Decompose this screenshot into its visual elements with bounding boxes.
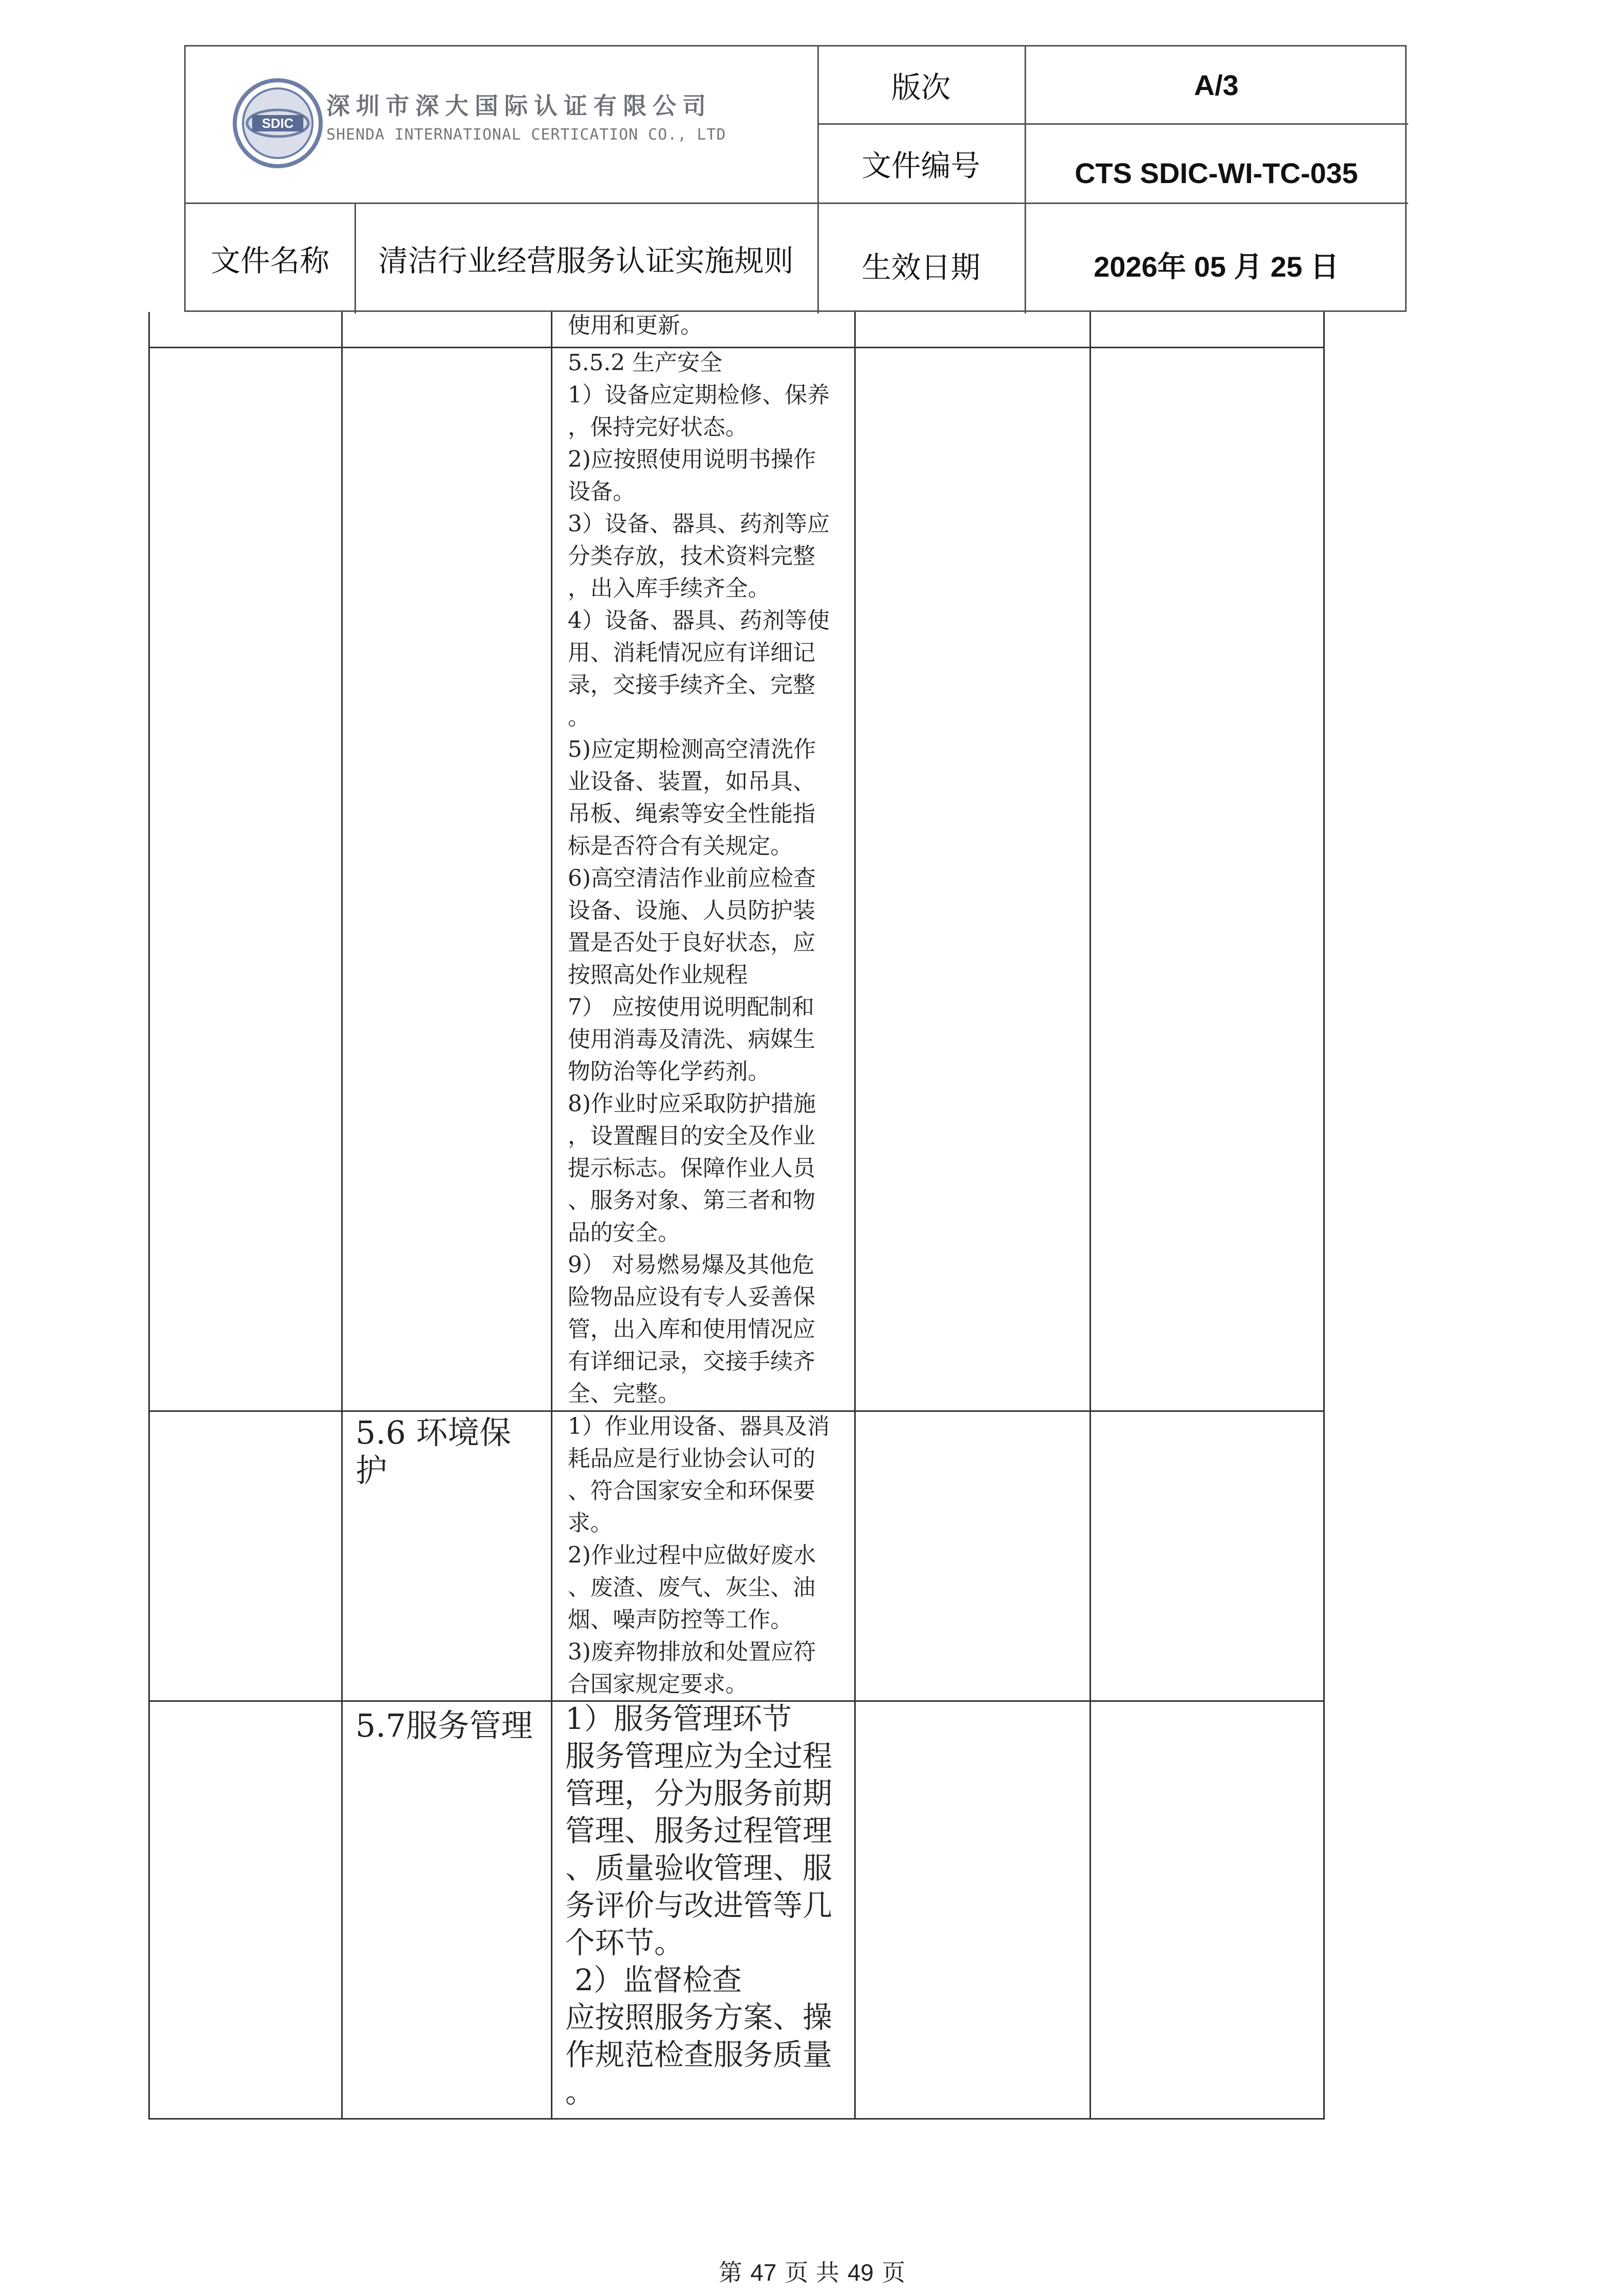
doc-name-label: 文件名称	[210, 243, 329, 278]
requirement-line: 使用消毒及清洗、病媒生	[568, 1026, 815, 1052]
requirement-line: ，保持完好状态。	[568, 414, 748, 440]
requirement-line: 8)作业时应采取防护措施	[568, 1091, 816, 1117]
clause-line: 5.7服务管理	[355, 1707, 533, 1744]
requirement-line: 务评价与改进管等几	[565, 1888, 833, 1923]
requirement-line: 管，出入库和使用情况应	[568, 1316, 815, 1342]
effective-date-value: 2026年 05 月 25 日	[1094, 250, 1339, 283]
effective-date-label: 生效日期	[861, 250, 981, 285]
requirement-line: 品的安全。	[568, 1220, 680, 1246]
requirement-line: 作规范检查服务质量	[565, 2037, 833, 2072]
requirement-line: 、符合国家安全和环保要	[568, 1478, 815, 1504]
requirement-line: 服务管理应为全过程	[565, 1739, 833, 1773]
requirement-line: 5.5.2 生产安全	[568, 350, 722, 376]
requirement-line: 9） 对易燃易爆及其他危	[568, 1252, 814, 1278]
requirement-line: 求。	[568, 1510, 613, 1536]
requirement-line: 有详细记录，交接手续齐	[568, 1348, 815, 1375]
clause-title-5-7	[355, 1707, 533, 1745]
doc-name-value: 清洁行业经营服务认证实施规则	[378, 243, 794, 278]
requirement-line: 2)作业过程中应做好废水	[568, 1542, 816, 1568]
page-total: 49	[847, 2259, 874, 2286]
requirement-line: 2)应按照使用说明书操作	[568, 446, 816, 472]
requirement-line: 1）作业用设备、器具及消	[568, 1413, 830, 1439]
requirement-line: 提示标志。保障作业人员	[568, 1155, 815, 1181]
requirement-line: 录，交接手续齐全、完整	[568, 672, 815, 698]
requirement-line: 按照高处作业规程	[568, 962, 748, 988]
requirement-line: ，设置醒目的安全及作业	[568, 1123, 815, 1149]
requirement-line: 置是否处于良好状态，应	[568, 930, 815, 956]
requirement-line: 2）监督检查	[565, 1963, 742, 1997]
requirement-line: 3)废弃物排放和处置应符	[568, 1639, 816, 1665]
requirement-line: 设备。	[568, 479, 635, 505]
requirement-line: 吊板、绳索等安全性能指	[568, 801, 815, 827]
company-name-cn: 深圳市深大国际认证有限公司	[326, 92, 712, 120]
requirement-line: 1）设备应定期检修、保养	[568, 382, 830, 408]
requirement-line: ，出入库手续齐全。	[568, 575, 770, 601]
requirement-line: 。	[568, 704, 590, 730]
requirement-line: 分类存放，技术资料完整	[568, 543, 815, 569]
page-footer	[0, 2254, 1624, 2288]
requirement-line: 烟、噪声防控等工作。	[568, 1607, 793, 1633]
footer-suffix: 页	[881, 2259, 905, 2286]
requirement-line: 应按照服务方案、操	[565, 2000, 833, 2035]
requirement-line: 、质量验收管理、服	[565, 1851, 833, 1885]
requirement-line: 3）设备、器具、药剂等应	[568, 511, 830, 537]
requirement-line: 险物品应设有专人妥善保	[568, 1284, 815, 1310]
requirement-line: 使用和更新。	[568, 312, 703, 339]
requirement-line: 标是否符合有关规定。	[568, 833, 793, 859]
requirement-line: 1）服务管理环节	[565, 1701, 792, 1736]
table-row	[568, 309, 703, 342]
clause-line: 护	[355, 1452, 388, 1489]
requirement-line: 7） 应按使用说明配制和	[568, 994, 814, 1020]
version-value: A/3	[1194, 69, 1239, 101]
clause-title-5-6	[355, 1414, 511, 1490]
logo-text: SDIC	[261, 116, 294, 131]
table-row	[568, 1410, 830, 1700]
requirement-line: 个环节。	[565, 1925, 684, 1960]
doc-number-label: 文件编号	[861, 148, 981, 183]
requirement-line: 业设备、装置，如吊具、	[568, 769, 815, 795]
doc-number-value: CTS SDIC-WI-TC-035	[1075, 157, 1358, 189]
table-row	[565, 1700, 832, 2111]
clause-line: 5.6 环境保	[355, 1414, 511, 1451]
requirement-line: 管理、服务过程管理	[565, 1813, 833, 1848]
requirement-line: 6)高空清洁作业前应检查	[568, 865, 816, 891]
requirement-line: 合国家规定要求。	[568, 1671, 748, 1697]
requirement-line: 用、消耗情况应有详细记	[568, 640, 815, 666]
requirement-line: 4）设备、器具、药剂等使	[568, 607, 830, 634]
requirement-line: 设备、设施、人员防护装	[568, 897, 815, 924]
requirement-line: 管理，分为服务前期	[565, 1776, 833, 1811]
company-name-en: SHENDA INTERNATIONAL CERTICATION CO., LTD	[326, 126, 726, 144]
footer-middle: 页 共	[785, 2259, 839, 2286]
table-row	[568, 347, 830, 1410]
requirement-line: 全、完整。	[568, 1381, 680, 1407]
version-label: 版次	[891, 70, 951, 105]
requirement-line: 物防治等化学药剂。	[568, 1059, 770, 1085]
requirement-line: 耗品应是行业协会认可的	[568, 1446, 815, 1472]
requirement-line: 、废渣、废气、灰尘、油	[568, 1574, 815, 1601]
footer-prefix: 第	[719, 2259, 743, 2286]
requirement-line: 5)应定期检测高空清洗作	[568, 736, 816, 762]
document-header	[184, 45, 1407, 312]
page-number: 47	[750, 2259, 777, 2286]
requirement-line: 。	[565, 2075, 595, 2109]
requirement-line: 、服务对象、第三者和物	[568, 1187, 815, 1213]
